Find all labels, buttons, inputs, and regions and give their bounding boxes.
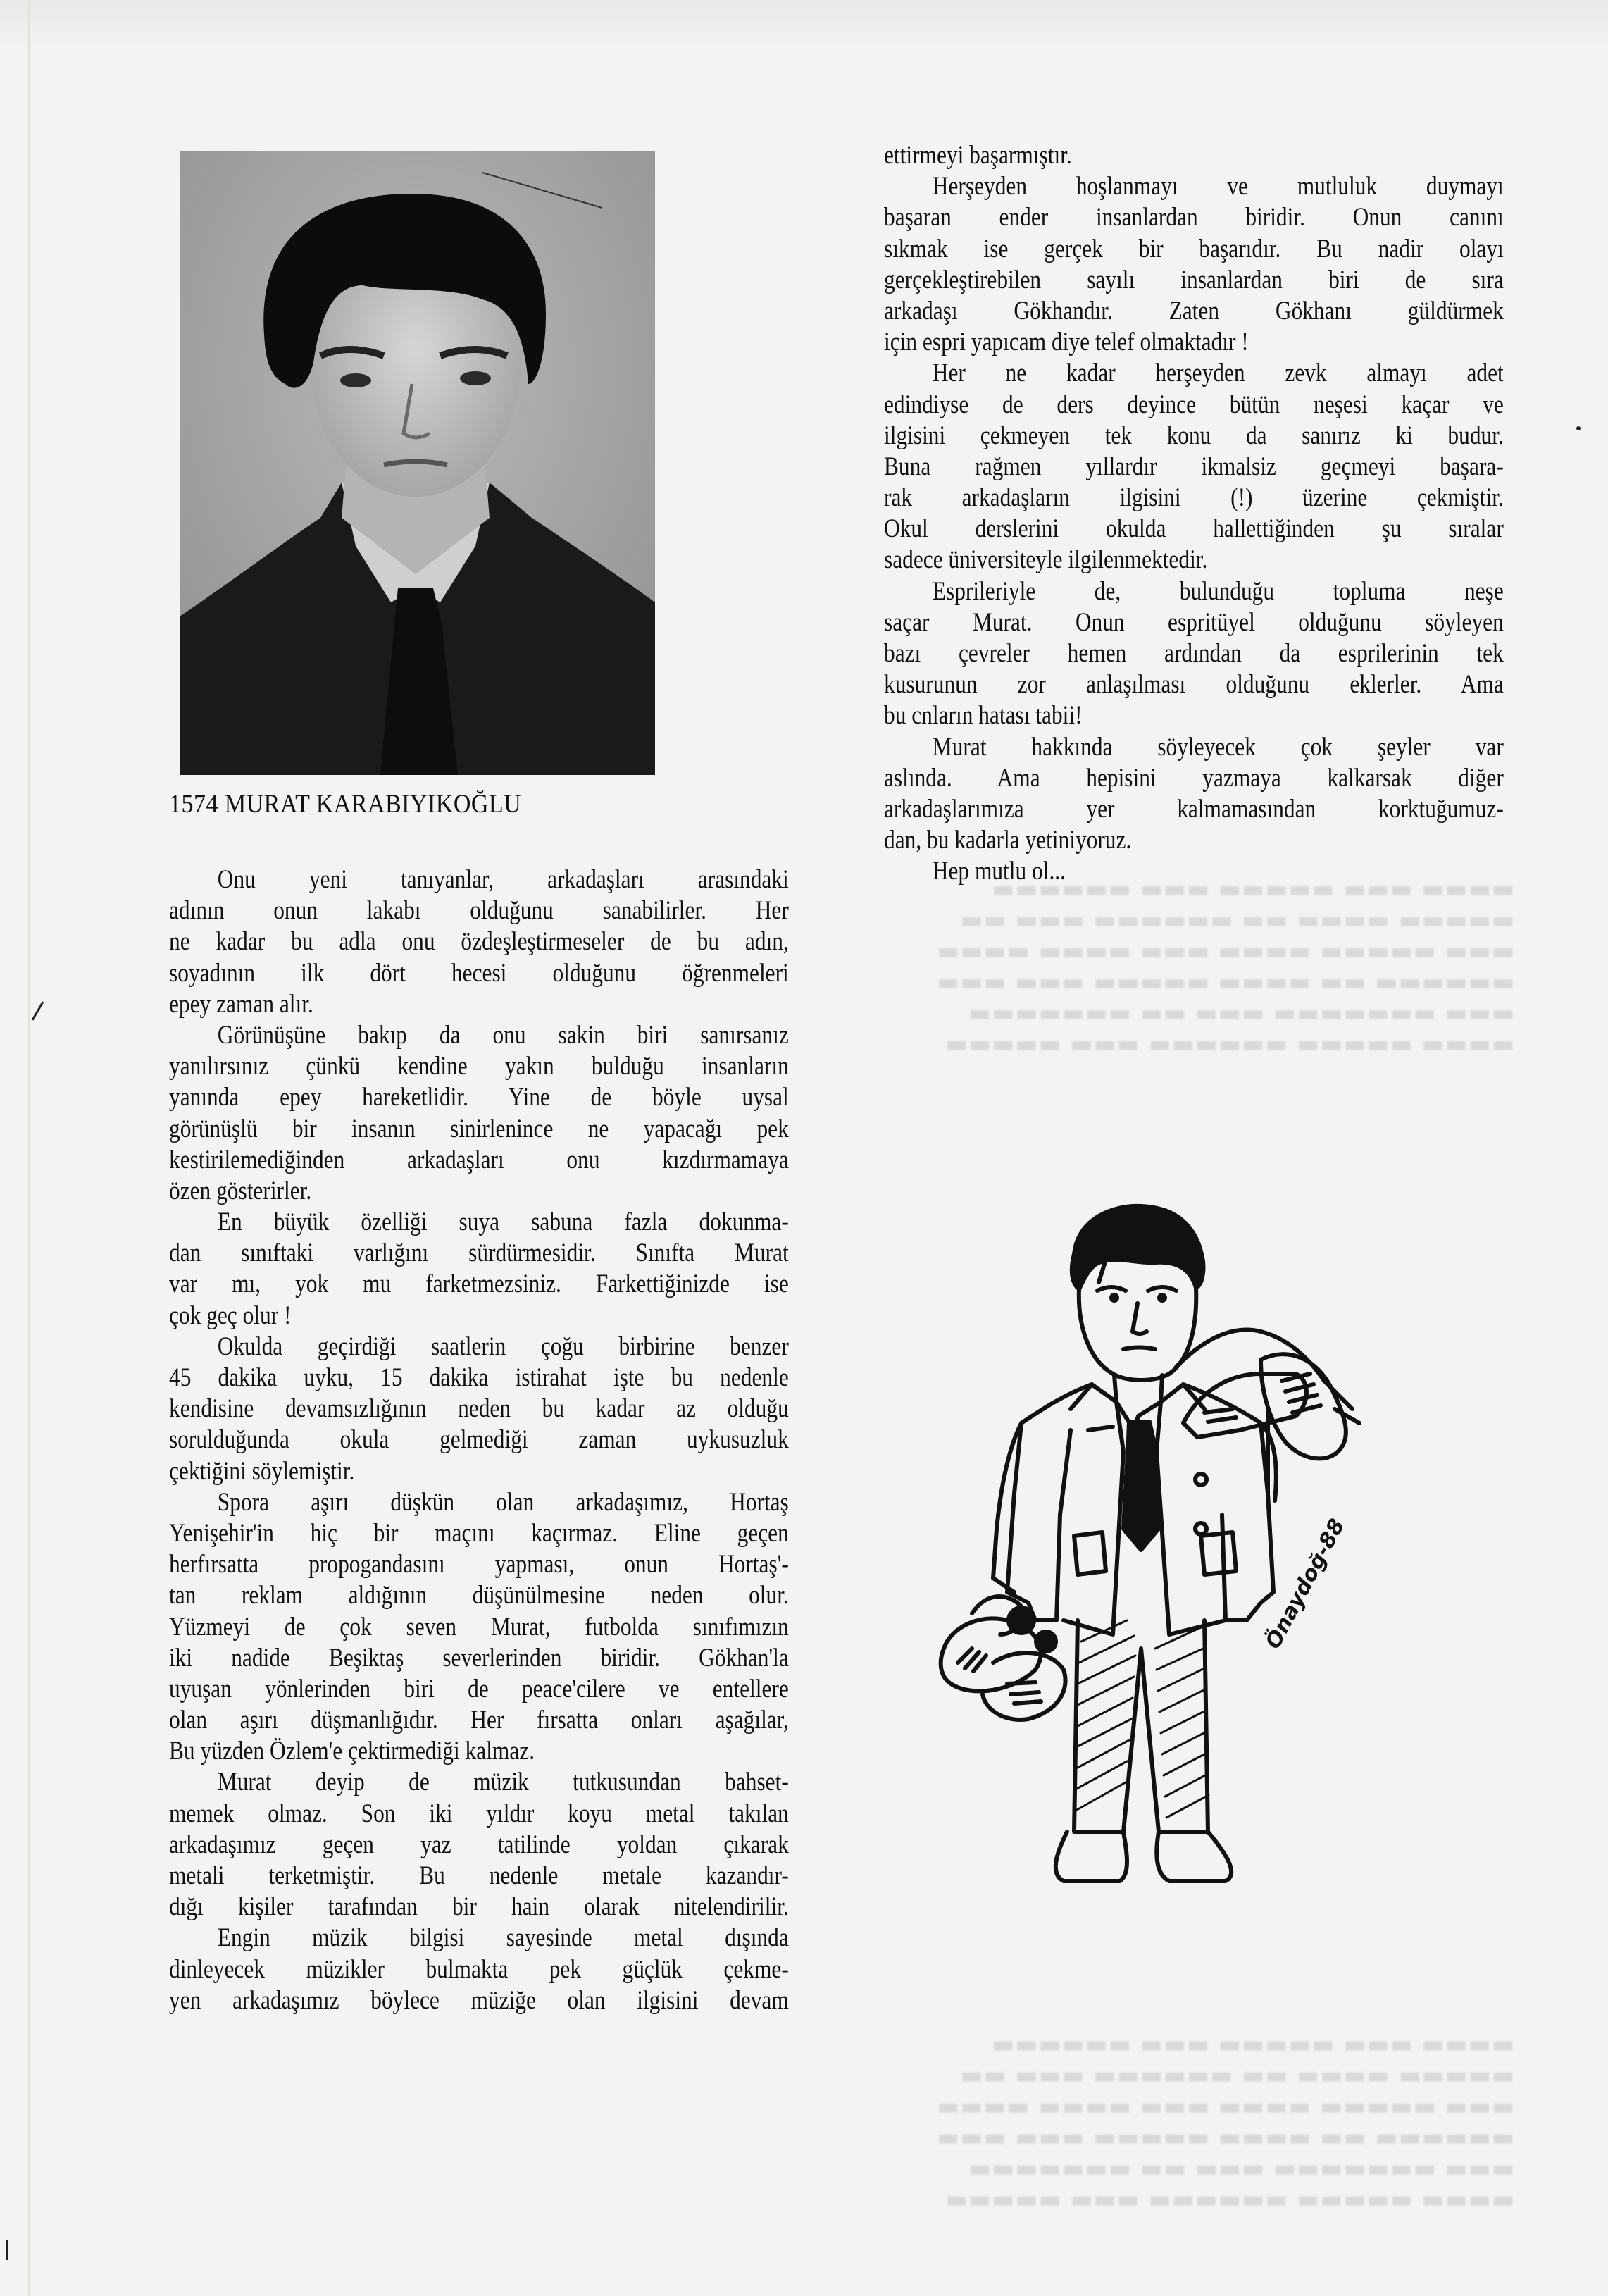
text-line: Onu yeni tanıyanlar, arkadaşları arasındaki: [217, 864, 789, 893]
text-line: metali terketmiştir. Bu nedenle metale kazandır-: [169, 1861, 789, 1889]
text-line: bu cnların hatası tabii!: [884, 700, 1083, 730]
text-line: Esprileriyle de, bulunduğu topluma neşe: [932, 576, 1504, 605]
text-line: yanılırsınız çünkü kendine yakın bulduğu insanların: [169, 1051, 789, 1081]
text-line: çektiğini söylemiştir.: [169, 1456, 355, 1485]
text-line: arkadaşı Gökhandır. Zaten Gökhanı güldürmek: [884, 295, 1504, 325]
text-line: Hep mutlu ol...: [932, 856, 1066, 886]
text-line: uyuşan yönlerinden biri de peace'cilere ve entellere: [169, 1673, 789, 1703]
text-line: çok geç olur !: [169, 1300, 292, 1329]
text-line: Bu yüzden Özlem'e çektirmediği kalmaz.: [169, 1736, 535, 1766]
text-line: rak arkadaşların ilgisini (!) üzerine çekmiştir.: [884, 483, 1504, 512]
student-name-heading: 1574 MURAT KARABIYIKOĞLU: [169, 790, 522, 819]
text-line: için espri yapıcam diye telef olmaktadır !: [884, 327, 1249, 356]
text-line: dinleyecek müzikler bulmakta pek güçlük çekme-: [169, 1954, 789, 1983]
text-line: tan reklam aldığının düşünülmesine neden olur.: [169, 1580, 789, 1610]
text-line: gerçekleştirebilen sayılı insanlardan biri de sıra: [884, 264, 1504, 294]
text-line: dan sınıftaki varlığını sürdürmesidir. Sınıfta Murat: [169, 1238, 789, 1267]
text-line: Murat deyip de müzik tutkusundan bahset-: [217, 1767, 789, 1797]
text-line: Engin müzik bilgisi sayesinde metal dışında: [217, 1923, 789, 1952]
page-top-shadow: [0, 0, 1608, 49]
text-line: kendisine devamsızlığının neden bu kadar az olduğu: [169, 1394, 789, 1423]
text-line: soyadının ilk dört hecesi olduğunu öğrenmeleri: [169, 957, 789, 987]
text-line: Spora aşırı düşkün olan arkadaşımız, Hortaş: [217, 1487, 789, 1516]
text-line: aslında. Ama hepisini yazmaya kalkarsak diğer: [884, 762, 1504, 792]
text-line: olan aşırı düşmanlığıdır. Her fırsatta onları aşağılar,: [169, 1705, 789, 1735]
text-line: Buna rağmen yıllardır ikmalsiz geçmeyi başara-: [884, 451, 1504, 480]
text-line: Görünüşüne bakıp da onu sakin biri sanırsanız: [217, 1019, 789, 1049]
text-line: arkadaşımız geçen yaz tatilinde yoldan çıkarak: [169, 1829, 789, 1858]
text-line: ilgisini çekmeyen tek konu da sanırız ki budur.: [884, 420, 1504, 449]
caricature-drawing: [930, 1198, 1423, 1973]
text-line: ne kadar bu adla onu özdeşleştirmeseler de bu adın,: [169, 926, 789, 956]
text-line: memek olmaz. Son iki yıldır koyu metal takılan: [169, 1798, 789, 1828]
text-line: herfırsatta propogandasını yapması, onun Hortaş'-: [169, 1549, 789, 1579]
text-line: sadece üniversiteyle ilgilenmektedir.: [884, 545, 1208, 574]
text-line: adının onun lakabı olduğunu sanabilirler. Her: [169, 895, 789, 925]
text-line: başaran ender insanlardan biridir. Onun canını: [884, 202, 1504, 232]
page-binding-edge: [28, 0, 30, 2296]
text-line: dan, bu kadarla yetiniyoruz.: [884, 825, 1132, 855]
text-line: ettirmeyi başarmıştır.: [884, 140, 1072, 169]
text-line: 45 dakika uyku, 15 dakika istirahat işte bu nedenle: [169, 1363, 789, 1391]
text-line: var mı, yok mu farketmezsiniz. Farkettiğinizde ise: [169, 1269, 789, 1298]
text-line: Yüzmeyi de çok seven Murat, futbolda sınıfımızın: [169, 1611, 789, 1641]
text-line: görünüşlü bir insanın sinirlenince ne yapacağı pek: [169, 1113, 789, 1143]
text-line: Okulda geçirdiği saatlerin çoğu birbirine benzer: [217, 1331, 789, 1360]
text-line: yen arkadaşımız böylece müziğe olan ilgisini devam: [169, 1985, 789, 2014]
text-line: iki nadide Beşiktaş severlerinden biridir. Gökhan'la: [169, 1642, 789, 1672]
text-line: dığı kişiler tarafından bir hain olarak nitelendirilir.: [169, 1892, 789, 1921]
text-line: kestirilemediğinden arkadaşları onu kızdırmamaya: [169, 1144, 789, 1174]
text-line: Murat hakkında söyleyecek çok şeyler var: [932, 731, 1504, 761]
text-line: En büyük özelliği suya sabuna fazla dokunma-: [217, 1207, 789, 1236]
scan-speck: [1576, 426, 1581, 430]
scan-speck: [32, 1001, 44, 1020]
text-line: yanında epey hareketlidir. Yine de böyle uysal: [169, 1082, 789, 1112]
text-line: saçar Murat. Onun espritüyel olduğunu söyleyen: [884, 607, 1504, 636]
scan-speck: [6, 2240, 8, 2260]
text-line: kusurunun zor anlaşılması olduğunu eklerler. Ama: [884, 669, 1504, 699]
text-line: özen gösterirler.: [169, 1175, 312, 1205]
bleed-through-texture: ▬▬▬▬ ▬▬▬ ▬▬▬▬▬ ▬▬▬ ▬▬▬▬▬▬ ▬▬▬▬▬ ▬▬▬▬ ▬▬ ▬▬▬▬▬▬ ▬▬▬ ▬▬ ▬▬▬ ▬▬▬▬▬ ▬▬▬▬ ▬▬▬ ▬▬▬▬ ▬▬▬▬ ▬▬▬▬▬▬ ▬▬ ▬▬▬▬ ▬▬▬▬▬ ▬▬▬ ▬▬▬ ▬▬▬ ▬▬▬▬▬▬▬ ▬▬▬ ▬▬ ▬▬▬▬▬▬▬ ▬▬▬▬ ▬▬▬▬▬ ▬▬▬▬▬▬ ▬▬▬ ▬▬▬▬▬: [936, 875, 1514, 1058]
text-line: edindiyse de ders deyince bütün neşesi kaçar ve: [884, 389, 1504, 418]
text-line: arkadaşlarımıza yer kalmamasından korktuğumuz-: [884, 793, 1504, 823]
text-line: epey zaman alır.: [169, 988, 313, 1018]
artist-signature: Önaydoğ-88: [1261, 1515, 1350, 1653]
text-line: sıkmak ise gerçek bir başarıdır. Bu nadir olayı: [884, 233, 1504, 263]
portrait-photo: [180, 151, 655, 775]
bleed-through-texture: ▬▬▬▬ ▬▬▬ ▬▬▬▬▬ ▬▬▬ ▬▬▬▬▬▬ ▬▬▬▬▬ ▬▬▬▬ ▬▬ ▬▬▬▬▬▬ ▬▬▬ ▬▬ ▬▬▬ ▬▬▬▬▬ ▬▬▬▬ ▬▬▬ ▬▬▬▬ ▬▬▬▬ ▬▬▬▬▬▬ ▬▬ ▬▬▬▬ ▬▬▬▬▬ ▬▬▬ ▬▬▬ ▬▬▬ ▬▬▬▬▬▬▬ ▬▬▬ ▬▬ ▬▬▬▬▬▬▬ ▬▬▬▬ ▬▬▬▬▬ ▬▬▬▬▬▬ ▬▬▬ ▬▬▬▬▬: [936, 2030, 1514, 2214]
text-line: Herşeyden hoşlanmayı ve mutluluk duymayı: [932, 171, 1504, 201]
text-line: Okul derslerini okulda hallettiğinden şu sıralar: [884, 514, 1504, 543]
text-line: sorulduğunda okula gelmediği zaman uykusuzluk: [169, 1425, 789, 1454]
left-text-column: [169, 864, 789, 2016]
text-line: bazı çevreler hemen ardından da esprilerinin tek: [884, 638, 1504, 667]
text-line: Her ne kadar herşeyden zevk almayı adet: [932, 358, 1504, 387]
text-line: Yenişehir'in hiç bir maçını kaçırmaz. Eline geçen: [169, 1518, 789, 1547]
right-text-column: [884, 139, 1504, 887]
